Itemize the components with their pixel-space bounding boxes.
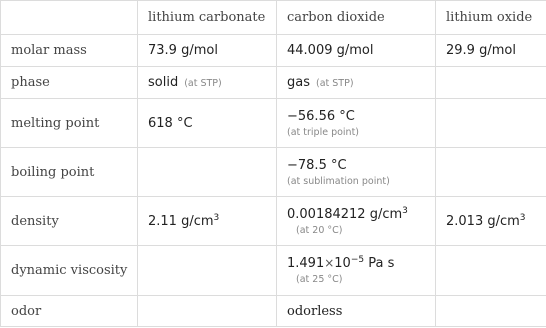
cell-boiling-point-lithium-oxide [436, 148, 546, 197]
condition-note: (at sublimation point) [287, 175, 390, 187]
unit-exponent: 3 [519, 212, 526, 223]
table-row [1, 246, 546, 296]
condition-note: (at STP) [316, 78, 354, 89]
value-text: solid [148, 75, 179, 90]
value-text: −56.56 °C [287, 108, 355, 124]
cell-odor-carbon-dioxide: odorless [277, 296, 436, 327]
value-mantissa: 1.491 [287, 256, 325, 271]
value-text: −78.5 °C [287, 157, 347, 173]
cell-boiling-point-carbon-dioxide [277, 148, 436, 197]
row-label-odor: odor [1, 296, 138, 327]
column-header-carbon-dioxide: carbon dioxide [277, 1, 436, 35]
cell-dynamic-viscosity-lithium-carbonate [138, 246, 277, 296]
header-row [1, 1, 546, 35]
cell-melting-point-carbon-dioxide [277, 99, 436, 148]
value-text: gas [287, 75, 310, 90]
cell-melting-point-lithium-carbonate: 618 °C [138, 99, 277, 148]
cell-phase-lithium-carbonate [138, 67, 277, 99]
value-base: 10 [334, 256, 351, 271]
unit-exponent: 3 [213, 212, 220, 223]
cell-dynamic-viscosity-carbon-dioxide [277, 246, 436, 296]
unit-exponent: 3 [402, 205, 408, 216]
value-text: 2.11 g/cm [148, 213, 214, 229]
row-label-melting-point: melting point [1, 99, 138, 148]
cell-molar-mass-carbon-dioxide: 44.009 g/mol [277, 35, 436, 67]
value-unit: Pa s [364, 256, 395, 271]
condition-note: (at 20 °C) [296, 224, 343, 236]
cell-odor-lithium-carbonate [138, 296, 277, 327]
table-row [1, 35, 546, 67]
column-header-lithium-carbonate: lithium carbonate [138, 1, 277, 35]
cell-molar-mass-lithium-carbonate: 73.9 g/mol [138, 35, 277, 67]
table-row [1, 148, 546, 197]
cell-dynamic-viscosity-lithium-oxide [436, 246, 546, 296]
cell-odor-lithium-oxide [436, 296, 546, 327]
cell-phase-carbon-dioxide [277, 67, 436, 99]
cell-melting-point-lithium-oxide [436, 99, 546, 148]
condition-note: (at 25 °C) [296, 274, 343, 285]
corner-cell [1, 1, 138, 35]
value-text: 0.00184212 g/cm [287, 206, 403, 222]
row-label-phase: phase [1, 67, 138, 99]
cell-phase-lithium-oxide [436, 67, 546, 99]
row-label-boiling-point: boiling point [1, 148, 138, 197]
times-sign: × [324, 256, 335, 270]
cell-molar-mass-lithium-oxide: 29.9 g/mol [436, 35, 546, 67]
cell-boiling-point-lithium-carbonate [138, 148, 277, 197]
condition-note: (at triple point) [287, 126, 360, 138]
value-text: 2.013 g/cm [446, 213, 520, 229]
value-exponent: −5 [350, 255, 365, 265]
column-header-lithium-oxide: lithium oxide [436, 1, 546, 35]
table-row [1, 197, 546, 246]
cell-density-carbon-dioxide [277, 197, 436, 246]
table-row [1, 67, 546, 99]
row-label-molar-mass: molar mass [1, 35, 138, 67]
row-label-dynamic-viscosity: dynamic viscosity [1, 246, 138, 296]
table-row [1, 296, 546, 327]
row-label-density: density [1, 197, 138, 246]
table-row [1, 99, 546, 148]
cell-density-lithium-carbonate [138, 197, 277, 246]
condition-note: (at STP) [184, 78, 222, 89]
cell-density-lithium-oxide [436, 197, 546, 246]
